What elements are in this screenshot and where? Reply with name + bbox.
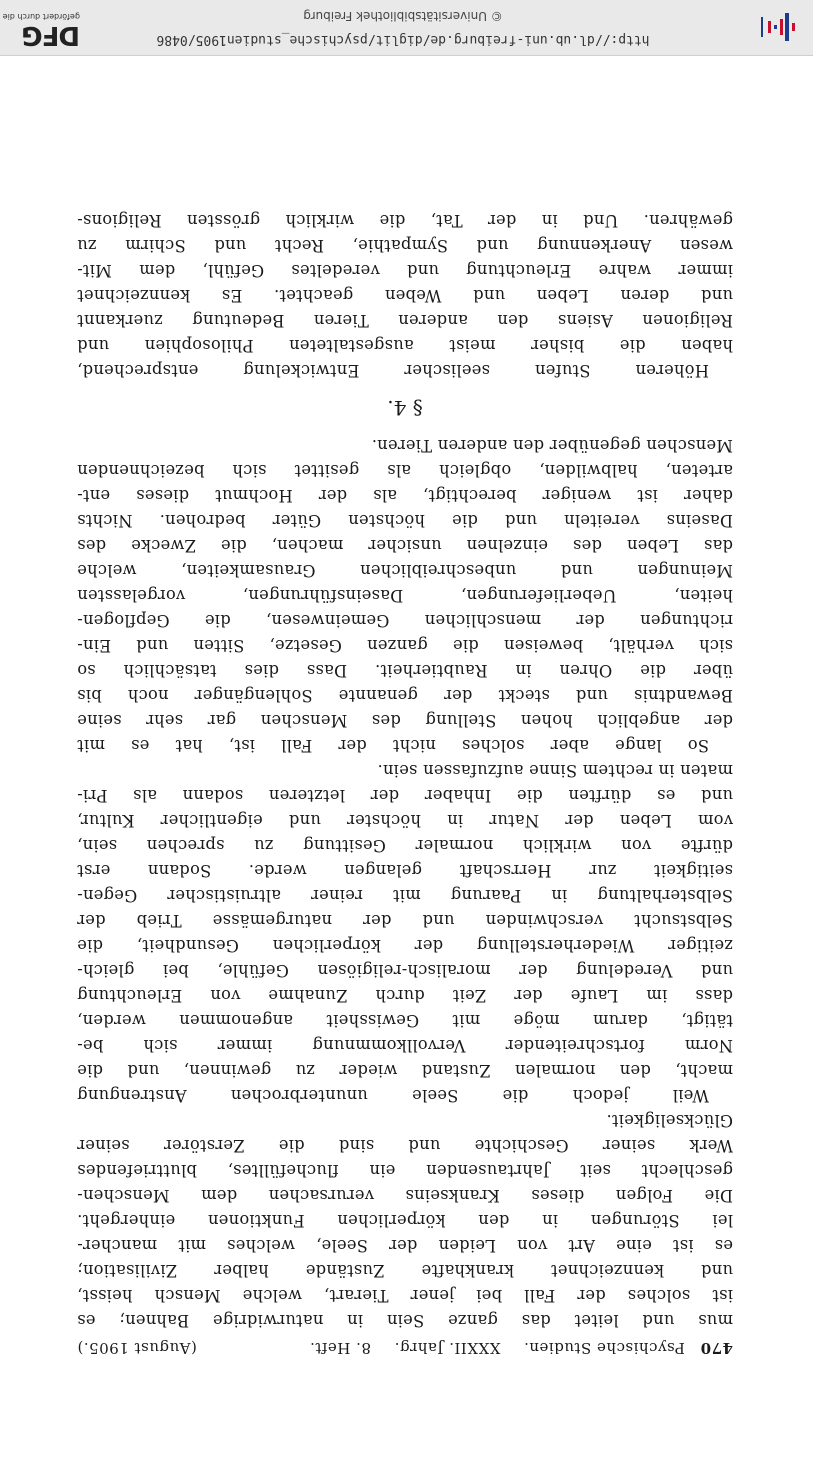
text-line: geschlecht seit Jahrtausenden ein fluchefülltes, bluttriefendes <box>77 1161 733 1180</box>
text-line: und es dürften die Inhaber der letzteren sodann als Pri- <box>77 786 733 805</box>
copyright-notice: © Universitätsbibliothek Freiburg <box>303 9 503 23</box>
text-line: Religionen Asiens den anderen Tieren Bedeutung zuerkannt <box>77 311 733 330</box>
dfg-logo-letters: DFG <box>22 20 80 50</box>
viewer-footer-bar <box>0 0 813 56</box>
issue-label: 8. Heft. <box>309 1339 371 1357</box>
paragraph-2 <box>77 758 733 1108</box>
text-line: es ist eine Art von Leiden der Seele, welches mit mancher- <box>77 1236 733 1255</box>
text-line: So lange aber solches nicht der Fall ist, hat es mit <box>77 736 709 755</box>
text-line: mus und leitet das ganze Sein in naturwidrige Bahnen; es <box>77 1311 733 1330</box>
text-line: und deren Leben und Weben geachtet. Es kennzeichnet <box>77 286 733 305</box>
text-line: lei Störungen in den körperlichen Funktionen einhergeht. <box>77 1211 733 1230</box>
text-line: heiten, Ueberlieferungen, Daseinsführungen, vorgelassten <box>77 586 733 605</box>
text-line: Menschen gegenüber den anderen Tieren. <box>371 436 733 455</box>
text-line: über die Ohren in Raubtierheit. Dass dies tatsächlich so <box>77 661 733 680</box>
text-line: haben die bisher meist ausgestalteten Philosophien und <box>77 336 733 355</box>
text-line: Glückseligkeit. <box>606 1111 733 1130</box>
text-line: daher ist weniger berechtigt, als der Hochmut dieses ent- <box>77 486 733 505</box>
text-line: Norm fortschreitender Vervollkommnung immer sich be- <box>77 1036 733 1055</box>
text-line: dass im Laufe der Zeit durch Zunahme von Erleuchtung <box>77 986 733 1005</box>
text-line: seitigkeit zur Herrschaft gelangen werde. Sodann erst <box>77 861 733 880</box>
text-line: Werk seiner Geschichte und sind die Zerstörer seiner <box>77 1136 733 1155</box>
text-line: wesen Anerkennung und Sympathie, Recht und Schirm zu <box>77 236 733 255</box>
running-title: Psychische Studien. <box>523 1339 685 1357</box>
text-line: Selbsterhaltung in Paarung mit reiner altruistischer Gegen- <box>77 886 733 905</box>
text-line: dürfte von wirklich normaler Gesittung zu sprechen sein, <box>77 836 733 855</box>
text-line: richtungen der menschlichen Gemeinwesen, die Gepflogen- <box>77 611 733 630</box>
text-line: und Veredelung der moralisch-religiösen Gefühle, bei gleich- <box>77 961 733 980</box>
text-line: Daseins vereiteln und die höchsten Güter bedrohen. Nichts <box>77 511 733 530</box>
page-number: 470 <box>700 1339 733 1357</box>
issue-date: (August 1905.) <box>77 1339 197 1357</box>
text-line: zeitiger Wiederherstellung der körperlichen Gesundheit, die <box>77 936 733 955</box>
text-line: sich verhält, beweisen die ganzen Gesetze, Sitten und Ein- <box>77 636 733 655</box>
text-line: Die Folgen dieses Krankseins verursachen dem Menschen- <box>77 1186 733 1205</box>
text-line: Selbstsucht verschwinden und der naturgemässe Trieb der <box>77 911 733 930</box>
text-line: Weil jedoch die Seele ununterbrochen Anstrengung <box>77 1086 709 1105</box>
text-line: Meinungen und unbeschreiblichen Grausamkeiten, welche <box>77 561 733 580</box>
text-line: arteten, halbwilden, obgleich als gesittet sich bezeichnenden <box>77 461 733 480</box>
text-line: Höheren Stufen seelischer Entwickelung entsprechend, <box>77 361 709 380</box>
running-header <box>77 1333 733 1363</box>
text-line: ist solches der Fall bei jener Tierart, welche Mensch heisst, <box>77 1286 733 1305</box>
text-line: gewähren. Und in der Tat, die wirklich grössten Religions- <box>77 211 733 230</box>
text-line: vom Leben der Natur in höchster und eigentlicher Kultur, <box>77 811 733 830</box>
text-line: immer wahre Erleuchtung und veredeltes Gefühl, dem Mit- <box>77 261 733 280</box>
dfg-logo-caption: gefördert durch die <box>2 12 80 21</box>
text-line: und kennzeichnet krankhafte Zustände halber Zivilisation; <box>77 1261 733 1280</box>
document-page <box>77 208 733 1363</box>
text-line: maten in rechtem Sinne aufzufassen sein. <box>377 761 733 780</box>
section-heading: § 4. <box>387 396 423 420</box>
text-line: macht, den normalen Zustand wieder zu gewinnen, und die <box>77 1061 733 1080</box>
text-line: tätigt, darum möge mit Gewissheit angenommen werden, <box>77 1011 733 1030</box>
text-line: der angeblich hohen Stellung des Menschen gar sehr seine <box>77 711 733 730</box>
paragraph-4 <box>77 208 733 383</box>
university-logo-icon[interactable] <box>753 9 799 45</box>
paragraph-3 <box>77 433 733 758</box>
volume-label: XXXII. Jahrg. <box>394 1339 501 1357</box>
document-url[interactable]: http://dl.ub.uni-freiburg.de/diglit/psychische_studien1905/0486 <box>156 32 650 47</box>
text-line: das Leben des einzelnen unsicher machen, die Zwecke des <box>77 536 733 555</box>
dfg-logo <box>0 5 80 49</box>
paragraph-1 <box>77 1108 733 1333</box>
text-line: Bewandtnis und steckt der genannte Sohlengänger noch bis <box>77 686 733 705</box>
